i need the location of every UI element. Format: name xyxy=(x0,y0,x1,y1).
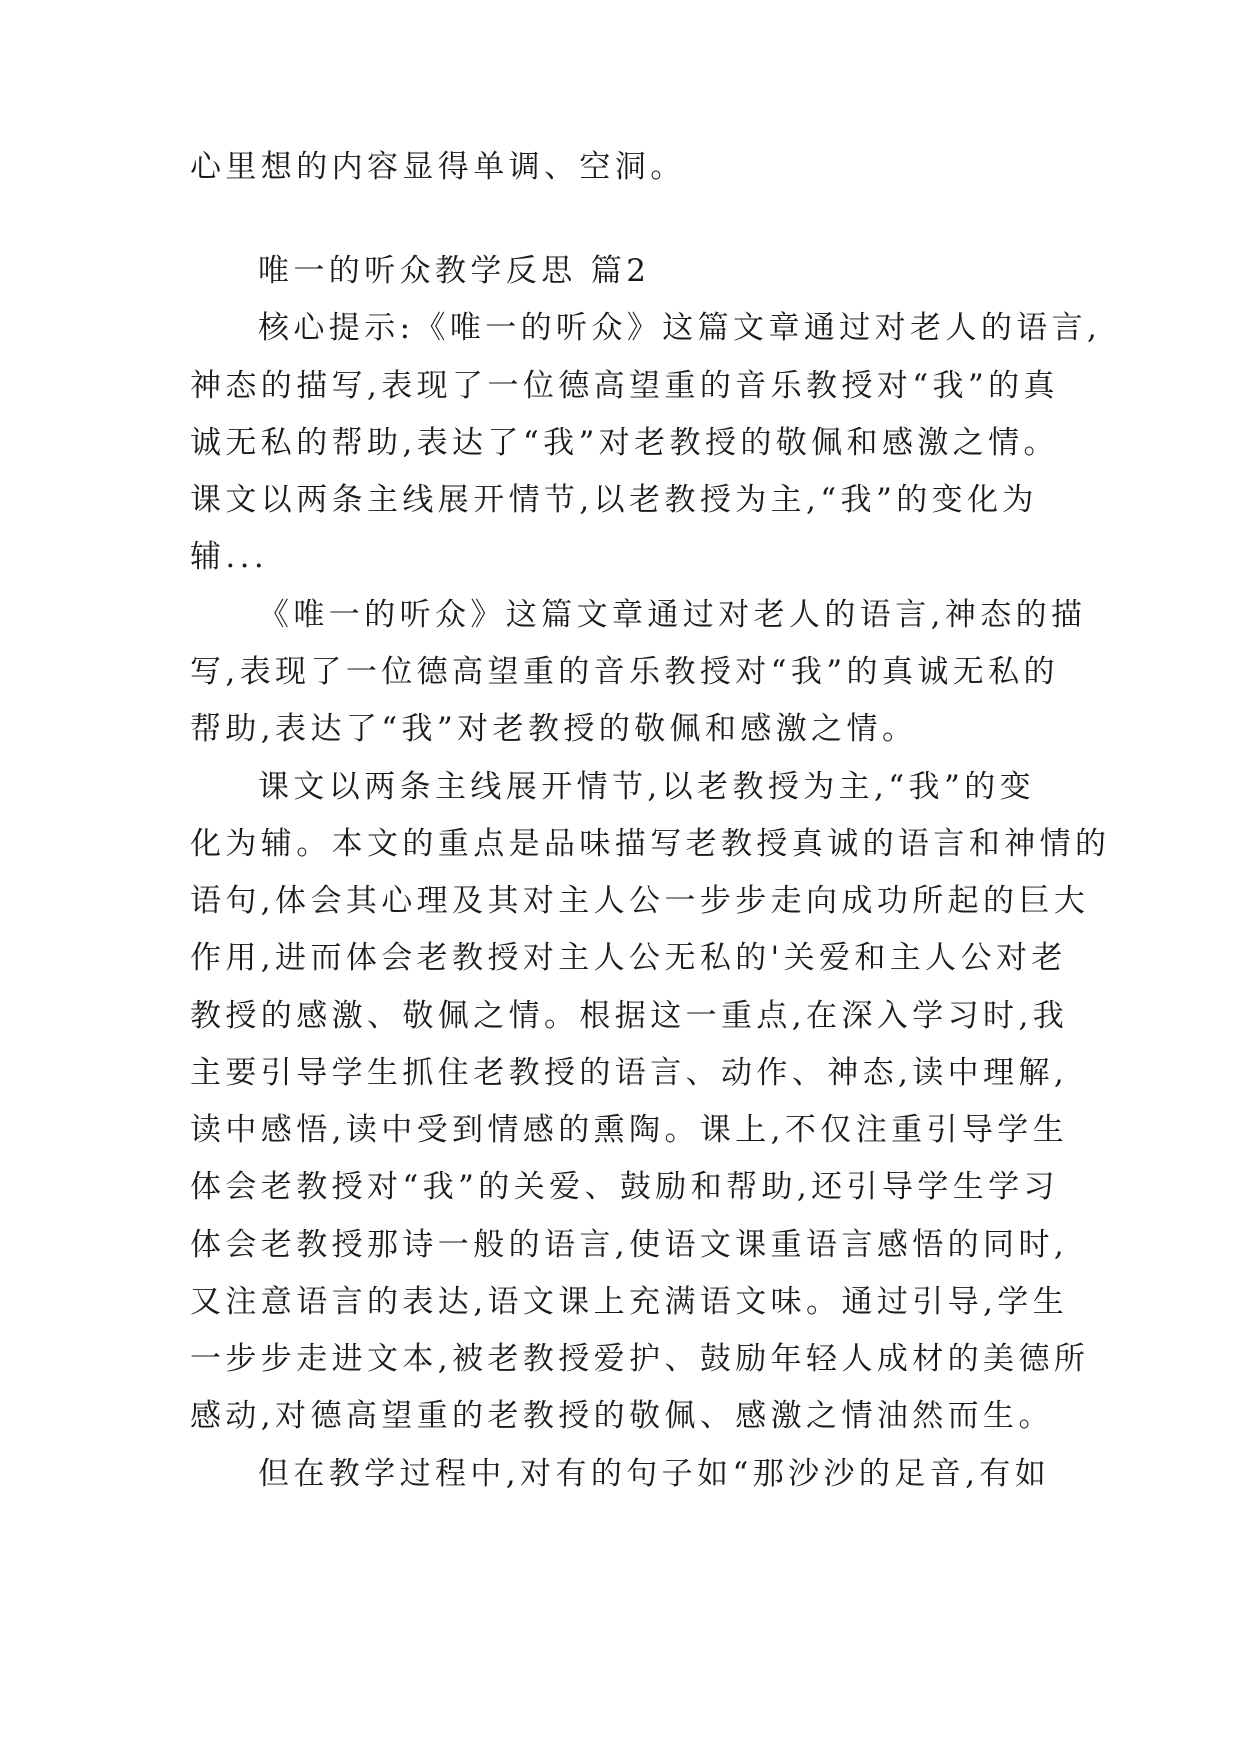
paragraph-line: 帮助,表达了“我”对老教授的敬佩和感激之情。 xyxy=(190,711,918,747)
paragraph-line: 一步步走进文本,被老教授爱护、鼓励年轻人成材的美德所 xyxy=(190,1341,1090,1377)
summary-line: 辅... xyxy=(190,539,269,575)
paragraph-line: 作用,进而体会老教授对主人公无私的'关爱和主人公对老 xyxy=(190,940,1067,976)
paragraph-line: 体会老教授对“我”的关爱、鼓励和帮助,还引导学生学习 xyxy=(190,1169,1059,1205)
paragraph-line: 但在教学过程中,对有的句子如“那沙沙的足音,有如 xyxy=(258,1456,1051,1492)
paragraph-line: 课文以两条主线展开情节,以老教授为主,“我”的变 xyxy=(258,769,1036,805)
continuation-line: 心里想的内容显得单调、空洞。 xyxy=(190,149,686,185)
section-title: 唯一的听众教学反思 篇2 xyxy=(258,253,651,289)
paragraph-line: 读中感悟,读中受到情感的熏陶。课上,不仅注重引导学生 xyxy=(190,1112,1069,1148)
summary-line: 神态的描写,表现了一位德高望重的音乐教授对“我”的真 xyxy=(190,368,1059,404)
paragraph-line: 体会老教授那诗一般的语言,使语文课重语言感悟的同时, xyxy=(190,1227,1069,1263)
summary-line: 核心提示:《唯一的听众》这篇文章通过对老人的语言, xyxy=(258,310,1102,346)
paragraph-line: 化为辅。本文的重点是品味描写老教授真诚的语言和神情的 xyxy=(190,826,1111,862)
paragraph-line: 写,表现了一位德高望重的音乐教授对“我”的真诚无私的 xyxy=(190,654,1059,690)
paragraph-line: 《唯一的听众》这篇文章通过对老人的语言,神态的描 xyxy=(258,597,1087,633)
summary-line: 诚无私的帮助,表达了“我”对老教授的敬佩和感激之情。 xyxy=(190,425,1059,461)
paragraph-line: 语句,体会其心理及其对主人公一步步走向成功所起的巨大 xyxy=(190,883,1090,919)
paragraph-line: 主要引导学生抓住老教授的语言、动作、神态,读中理解, xyxy=(190,1055,1069,1091)
paragraph-line: 教授的感激、敬佩之情。根据这一重点,在深入学习时,我 xyxy=(190,998,1069,1034)
paragraph-line: 感动,对德高望重的老教授的敬佩、感激之情油然而生。 xyxy=(190,1398,1054,1434)
summary-line: 课文以两条主线展开情节,以老教授为主,“我”的变化为 xyxy=(190,482,1038,518)
paragraph-line: 又注意语言的表达,语文课上充满语文味。通过引导,学生 xyxy=(190,1284,1069,1320)
